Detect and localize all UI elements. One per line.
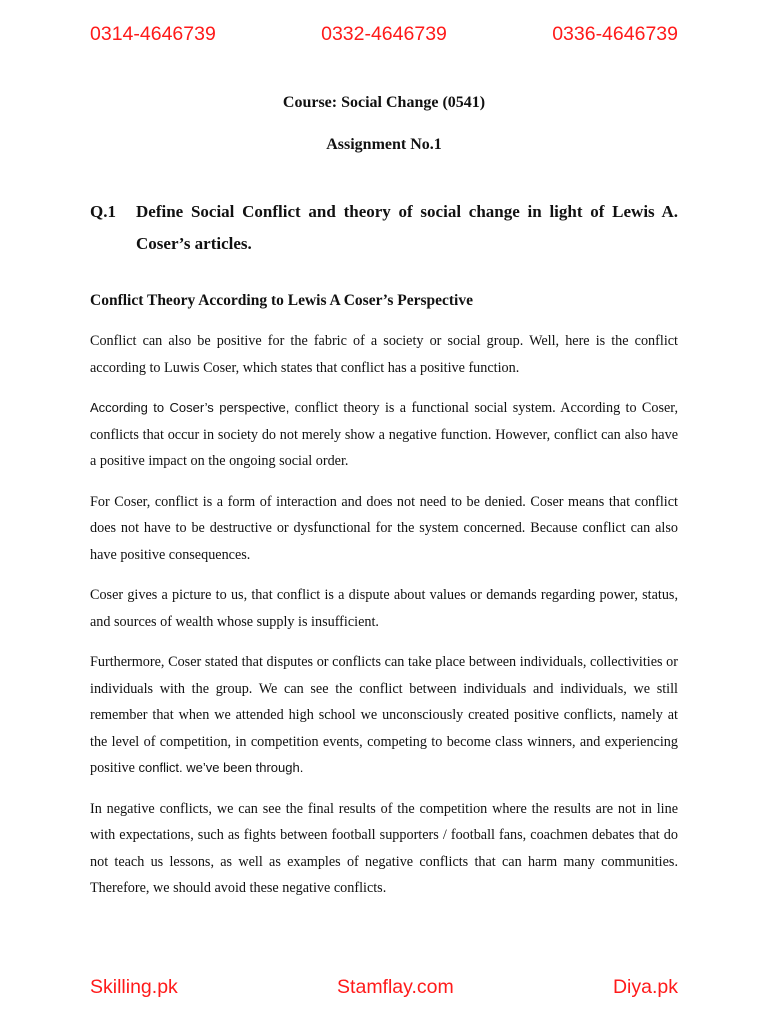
paragraph-5-tail: conflict. we’ve been through. bbox=[134, 760, 304, 775]
question-text: Define Social Conflict and theory of social change in light of Lewis A. Coser’s articles. bbox=[136, 202, 678, 253]
paragraph-6: In negative conflicts, we can see the final results of the competition where the results are not in line with expectations, such as fights between football supporters / football fans, coachmen debates that do not teach us lessons, as well as examples of negative conflicts that can harm many communities. Therefore, we should avoid these negative conflicts. bbox=[90, 800, 678, 896]
footer-links bbox=[90, 978, 678, 998]
phone-number-1[interactable]: 0314-4646739 bbox=[90, 23, 216, 45]
document-body bbox=[90, 328, 678, 916]
paragraph-2-rest: conflict theory is a functional social system. According to Coser, conflicts that occur in society do not merely show a negative function. However, conflict can also have a positive impact on the ongoing social order. bbox=[90, 400, 679, 469]
paragraph-3: For Coser, conflict is a form of interaction and does not need to be denied. Coser means that conflict does not have to be destructive or dysfunctional for the system concerned. Because conflict can also have positive consequences. bbox=[90, 493, 678, 563]
paragraph-2-lead: According to Coser’s perspective, bbox=[90, 400, 290, 415]
question-block bbox=[90, 196, 678, 260]
phone-number-2[interactable]: 0332-4646739 bbox=[321, 23, 447, 45]
assignment-title: Assignment No.1 bbox=[326, 136, 442, 153]
question-number: Q.1 bbox=[90, 202, 116, 221]
course-title: Course: Social Change (0541) bbox=[282, 94, 486, 111]
footer-link-stamflay[interactable]: Stamflay.com bbox=[337, 976, 454, 998]
paragraph-5-main: Furthermore, Coser stated that disputes or conflicts can take place between individuals, collectivities or individuals with the group. We can see the conflict between individuals and individuals, we still remember that when we attended high school we unconsciously created positive conflicts, namely at the level of competition, in competition events, competing to become class winners, and experiencing positive bbox=[90, 654, 678, 776]
paragraph-5 bbox=[90, 649, 678, 782]
footer-link-skilling[interactable]: Skilling.pk bbox=[90, 976, 178, 998]
paragraph-1: Conflict can also be positive for the fabric of a society or social group. Well, here is the conflict according to Luwis Coser, which states that conflict has a positive function. bbox=[90, 333, 678, 376]
phone-number-3[interactable]: 0336-4646739 bbox=[552, 23, 678, 45]
paragraph-2 bbox=[90, 395, 678, 475]
paragraph-4: Coser gives a picture to us, that conflict is a dispute about values or demands regarding power, status, and sources of wealth whose supply is insufficient. bbox=[90, 587, 678, 630]
footer-link-diya[interactable]: Diya.pk bbox=[612, 976, 678, 998]
header-phone-numbers bbox=[90, 25, 678, 45]
section-heading: Conflict Theory According to Lewis A Coser’s Perspective bbox=[90, 292, 473, 309]
